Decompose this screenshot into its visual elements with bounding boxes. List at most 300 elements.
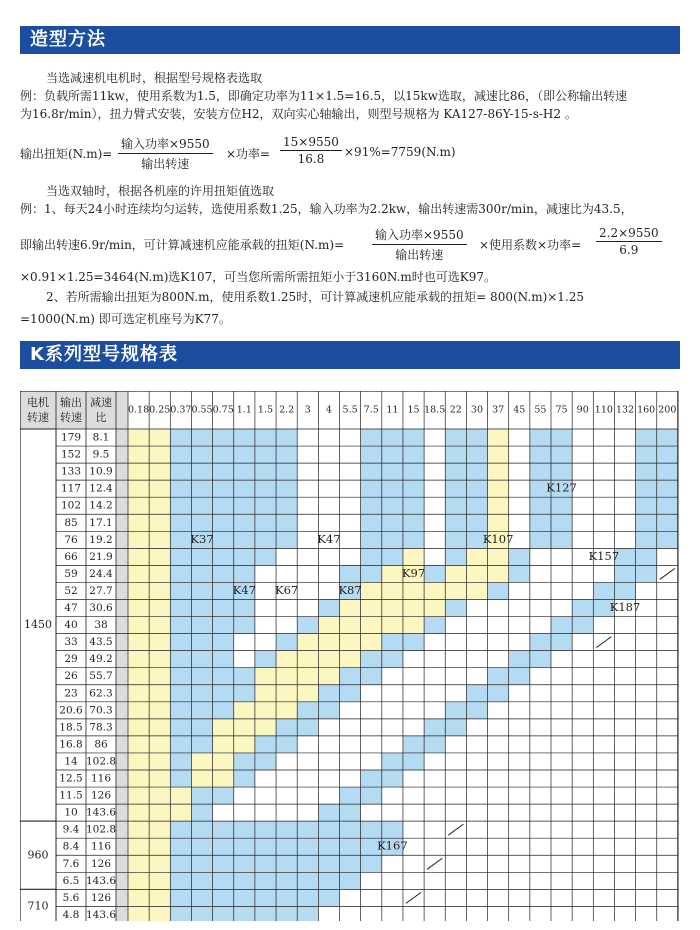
spec-cell [234,531,255,548]
spec-cell [234,719,255,736]
spec-cell [572,787,593,804]
output-speed-value: 179 [60,431,82,444]
spec-cell [318,838,339,855]
spec-cell [488,600,509,617]
spec-cell [445,889,466,906]
spec-cell [297,429,318,446]
spec-cell [509,702,530,719]
spec-cell [445,565,466,582]
spec-cell [234,634,255,651]
text-line: ×0.91×1.25=3464(N.m)选K107，可当您所需所需扭矩小于3160N.m时也可选K97。 [20,270,496,284]
spec-cell [572,838,593,855]
spec-cell [255,736,276,753]
spec-cell [170,821,191,838]
spec-cell [318,651,339,668]
spec-cell [488,872,509,889]
spec-cell [234,872,255,889]
spec-cell [361,889,382,906]
spec-cell [255,804,276,821]
output-speed-value: 33 [64,636,78,649]
spec-cell [403,531,424,548]
spec-cell [572,497,593,514]
spec-cell [382,736,403,753]
spec-cell [403,855,424,872]
spec-cell [276,600,297,617]
spec-cell [361,480,382,497]
spec-cell [530,446,551,463]
spec-cell [276,855,297,872]
spec-cell [340,463,361,480]
ratio-value: 116 [90,772,112,785]
spec-cell [297,634,318,651]
spec-cell [318,582,339,599]
spec-cell [551,889,572,906]
spec-cell [530,787,551,804]
spec-cell [361,582,382,599]
spec-cell [234,446,255,463]
spec-cell [340,617,361,634]
spec-cell [340,787,361,804]
spec-cell [170,838,191,855]
spec-cell [128,582,149,599]
spec-cell [593,804,614,821]
spec-cell [636,651,657,668]
spec-cell [593,770,614,787]
spec-cell [530,548,551,565]
spec-cell [424,565,445,582]
spec-cell [466,514,487,531]
motor-speed-value: 1450 [24,618,52,632]
spec-cell [213,821,234,838]
spec-cell [593,906,614,921]
spec-cell [340,531,361,548]
spec-cell [191,855,212,872]
spec-cell [657,719,678,736]
spec-cell [551,565,572,582]
motor-speed-value: 710 [27,899,49,913]
model-label: K37 [190,531,214,546]
spec-cell [361,446,382,463]
formula-fraction [280,135,342,166]
spec-cell [191,600,212,617]
ratio-value: 78.3 [89,721,113,734]
spec-cell [297,906,318,921]
spec-cell [297,480,318,497]
spec-cell [593,855,614,872]
spec-cell [636,719,657,736]
power-header: 0.18 [127,404,150,416]
spec-cell [424,821,445,838]
power-header: 0.55 [191,404,213,416]
spec-cell [382,617,403,634]
spec-cell [170,736,191,753]
formula-result: ×91%=7759(N.m) [344,145,456,159]
spec-cell [530,821,551,838]
spec-cell [234,463,255,480]
spec-cell [657,872,678,889]
spec-cell [530,531,551,548]
spec-cell [276,463,297,480]
spec-cell [403,600,424,617]
output-speed-value: 76 [64,533,78,546]
spec-cell [593,787,614,804]
spec-cell [424,548,445,565]
spec-cell [657,497,678,514]
ratio-value: 126 [90,891,112,904]
spec-cell [170,855,191,872]
spec-cell [382,531,403,548]
spec-cell [509,821,530,838]
spec-cell [657,548,678,565]
output-speed-value: 6.5 [62,874,80,887]
spec-cell [149,906,170,921]
spec-cell [382,429,403,446]
ratio-value: 19.2 [89,533,113,546]
spec-cell [128,906,149,921]
spec-cell [509,804,530,821]
spec-cell [149,514,170,531]
spec-cell [593,702,614,719]
spec-cell [530,804,551,821]
spec-cell [445,463,466,480]
spec-cell [191,753,212,770]
spec-cell [255,600,276,617]
spec-cell [657,446,678,463]
spec-cell [297,565,318,582]
spec-cell [128,872,149,889]
spec-cell [170,787,191,804]
spec-cell [593,719,614,736]
spec-cell [445,702,466,719]
output-speed-value: 85 [64,516,78,529]
spec-cell [466,736,487,753]
spec-cell [170,531,191,548]
spec-cell [340,480,361,497]
spec-cell [213,787,234,804]
spec-cell [318,685,339,702]
spec-cell [551,685,572,702]
spec-cell [572,463,593,480]
spec-cell [213,514,234,531]
spec-cell [128,855,149,872]
model-label: K187 [609,600,641,615]
ratio-value: 126 [90,857,112,870]
spec-cell [361,855,382,872]
table-header-label: 输出 [60,396,82,409]
spec-cell [424,582,445,599]
spec-cell [213,617,234,634]
spec-cell [340,548,361,565]
spec-cell [509,463,530,480]
motor-speed-value: 960 [27,848,49,862]
spec-cell [128,889,149,906]
spec-cell [340,702,361,719]
spec-cell [276,531,297,548]
power-header: 1.1 [236,404,252,416]
spec-cell [466,634,487,651]
spec-cell [297,548,318,565]
spec-cell [382,906,403,921]
spec-cell [657,702,678,719]
spec-cell [424,685,445,702]
spec-cell [318,719,339,736]
spec-cell [530,736,551,753]
spec-cell [445,480,466,497]
spec-cell [488,787,509,804]
spec-cell [255,531,276,548]
spec-cell [276,736,297,753]
spec-cell [382,770,403,787]
spec-cell [234,514,255,531]
spec-cell [318,872,339,889]
spec-cell [361,821,382,838]
output-speed-value: 18.5 [59,721,83,734]
spec-cell [445,651,466,668]
spec-cell [128,719,149,736]
spec-cell [424,617,445,634]
spec-cell [424,531,445,548]
spec-cell [424,463,445,480]
power-header: 0.25 [149,404,171,416]
spec-cell [424,668,445,685]
spec-cell [149,855,170,872]
model-label: K47 [232,582,256,597]
spec-cell [403,497,424,514]
spec-cell [572,531,593,548]
power-header: 22 [449,404,462,416]
spec-cell [530,906,551,921]
spec-cell [466,617,487,634]
spec-cell [530,770,551,787]
spec-cell [361,753,382,770]
spec-cell [191,906,212,921]
spec-cell [466,719,487,736]
spec-cell [466,548,487,565]
spec-cell [636,906,657,921]
spec-cell [551,531,572,548]
spec-cell [572,821,593,838]
output-speed-value: 11.5 [59,789,83,802]
spec-cell [149,770,170,787]
spec-cell [128,463,149,480]
spec-cell [191,787,212,804]
spec-cell [636,565,657,582]
spec-cell [466,668,487,685]
spec-cell [382,548,403,565]
spec-cell [445,617,466,634]
spec-cell [530,514,551,531]
spec-cell [234,906,255,921]
spec-cell [572,719,593,736]
spec-cell [403,668,424,685]
spec-cell [149,872,170,889]
ratio-value: 102.8 [85,823,117,836]
power-header: 30 [470,404,484,416]
spec-cell [403,446,424,463]
spec-cell [614,531,635,548]
spec-cell [551,770,572,787]
spec-cell [614,463,635,480]
spec-cell [488,617,509,634]
spec-cell [382,463,403,480]
spec-cell [340,565,361,582]
spec-cell [445,770,466,787]
spec-cell [170,463,191,480]
spec-cell [361,651,382,668]
spec-cell [255,787,276,804]
spec-cell [614,582,635,599]
spec-cell [657,600,678,617]
spec-cell [445,446,466,463]
spec-cell [170,906,191,921]
spec-cell [170,480,191,497]
spec-cell [361,514,382,531]
model-label: K67 [275,582,299,597]
spec-cell [318,548,339,565]
spec-cell [361,702,382,719]
spec-cell [128,600,149,617]
output-speed-value: 20.6 [59,704,83,717]
output-speed-value: 66 [64,550,78,563]
spec-cell [128,514,149,531]
spec-cell [466,702,487,719]
spec-cell [403,821,424,838]
spec-cell [255,838,276,855]
spec-cell [297,889,318,906]
spec-cell [340,736,361,753]
spec-cell [636,514,657,531]
spec-cell [657,429,678,446]
spec-cell [593,582,614,599]
ratio-value: 70.3 [89,704,113,717]
spec-cell [403,787,424,804]
spec-cell [170,804,191,821]
section-title-selection-method: 造型方法 [20,26,680,54]
spec-cell [445,634,466,651]
spec-cell [403,634,424,651]
spec-cell [318,429,339,446]
spec-cell [128,668,149,685]
spec-cell [445,600,466,617]
spec-cell [382,582,403,599]
ratio-value: 12.4 [89,482,113,495]
spec-cell [213,531,234,548]
spec-cell [276,804,297,821]
spec-cell [255,668,276,685]
spec-cell [509,446,530,463]
spec-cell [509,872,530,889]
spec-cell [530,429,551,446]
power-header: 15 [407,404,420,416]
spec-cell [340,634,361,651]
spec-cell [614,855,635,872]
spec-cell [361,906,382,921]
spec-cell [382,480,403,497]
spec-cell [530,617,551,634]
spec-cell [636,855,657,872]
spec-cell [149,634,170,651]
spec-cell [234,838,255,855]
spec-cell [382,821,403,838]
spec-cell [234,685,255,702]
spec-cell [593,446,614,463]
output-speed-value: 59 [64,567,78,580]
spec-cell [572,872,593,889]
spec-cell [530,685,551,702]
spec-cell [170,565,191,582]
spec-cell [213,872,234,889]
table-header-label: 转速 [27,411,49,424]
spec-cell [276,770,297,787]
spec-cell [340,651,361,668]
spec-cell [255,429,276,446]
spec-cell [213,480,234,497]
spec-cell [297,702,318,719]
spec-cell [149,753,170,770]
spec-cell [657,804,678,821]
spec-cell [276,429,297,446]
spec-cell [361,548,382,565]
spec-cell [234,668,255,685]
spec-cell [340,804,361,821]
spec-cell [191,872,212,889]
spec-cell [361,617,382,634]
spec-cell [466,429,487,446]
power-header: 45 [513,404,526,416]
spec-cell [213,497,234,514]
ratio-value: 24.4 [89,567,113,580]
ratio-value: 143.6 [85,806,117,819]
output-speed-value: 152 [60,448,82,461]
spec-cell [361,736,382,753]
spec-cell [382,702,403,719]
spec-cell [614,497,635,514]
spec-cell [509,906,530,921]
spec-cell [318,446,339,463]
spec-cell [318,753,339,770]
ratio-value: 116 [90,840,112,853]
spec-cell [213,889,234,906]
spec-cell [297,617,318,634]
spec-cell [128,446,149,463]
spec-cell [509,838,530,855]
ratio-value: 27.7 [89,584,113,597]
spec-cell [614,838,635,855]
spec-cell [234,429,255,446]
ratio-value: 62.3 [89,687,113,700]
spec-cell [382,753,403,770]
spec-cell [488,463,509,480]
output-speed-value: 4.8 [62,908,80,921]
spec-cell [382,668,403,685]
spec-cell [614,617,635,634]
spec-cell [128,480,149,497]
spec-cell [509,753,530,770]
spec-cell [276,651,297,668]
spec-cell [276,497,297,514]
spec-cell [614,821,635,838]
spec-cell [213,600,234,617]
spec-cell [213,548,234,565]
spec-cell [213,685,234,702]
spec-cell [572,582,593,599]
spec-cell [530,702,551,719]
spec-cell [128,531,149,548]
spec-cell [509,855,530,872]
spec-cell [382,565,403,582]
formula-fraction [372,226,467,263]
spec-cell [255,565,276,582]
